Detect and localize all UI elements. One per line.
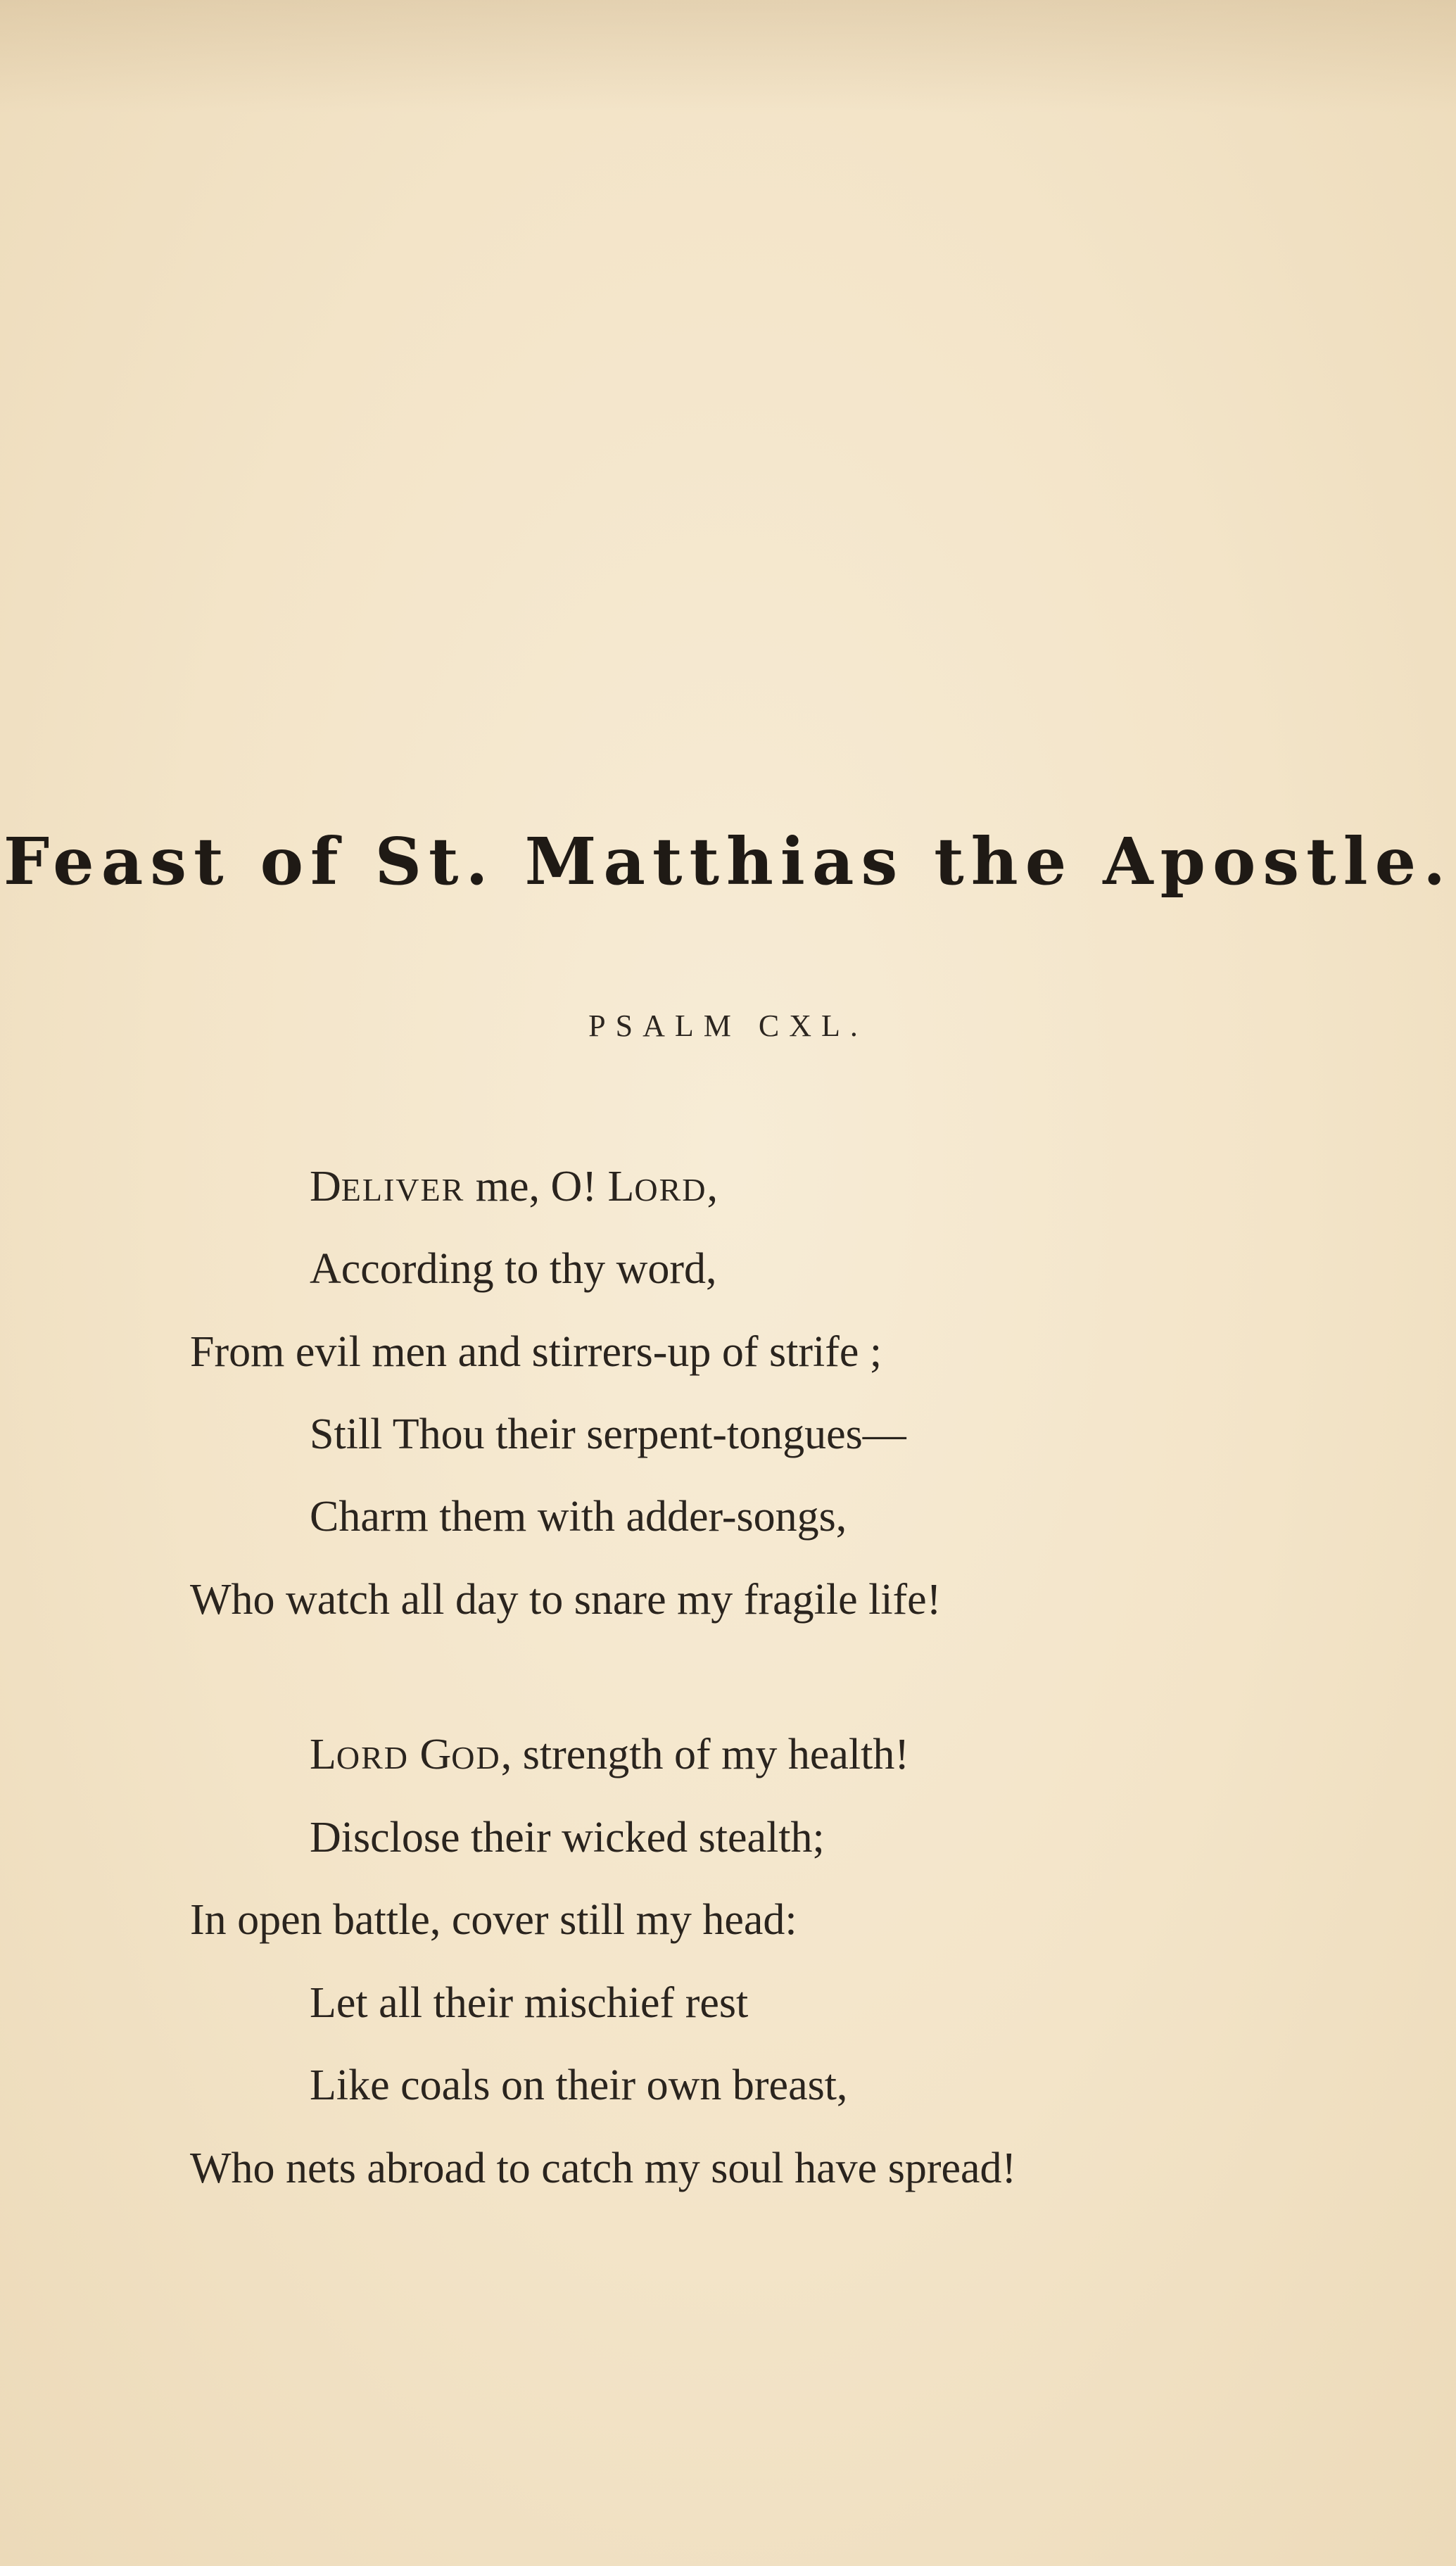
- poem-line: Who nets abroad to catch my soul have spread!: [190, 2144, 1017, 2192]
- poem-line: Still Thou their serpent-tongues—: [310, 1410, 906, 1458]
- poem-line: According to thy word,: [310, 1245, 717, 1293]
- page-title: Feast of St. Matthias the Apostle.: [3, 823, 1453, 899]
- page-edge-shadow: [0, 0, 1456, 113]
- poem-line: Who watch all day to snare my fragile life!: [190, 1576, 942, 1624]
- poem-line: From evil men and stirrers-up of strife ;: [190, 1328, 882, 1376]
- poem-line: In open battle, cover still my head:: [190, 1896, 797, 1944]
- psalm-heading: PSALM CXL.: [588, 1009, 868, 1043]
- poem-line: Charm them with adder-songs,: [310, 1493, 847, 1541]
- poem-line: DELIVER me, O! LORD,: [310, 1163, 718, 1211]
- poem-line: Let all their mischief rest: [310, 1979, 749, 2027]
- poem-line: Like coals on their own breast,: [310, 2061, 848, 2109]
- poem-line: Disclose their wicked stealth;: [310, 1814, 825, 1862]
- poem-line: LORD GOD, strength of my health!: [310, 1731, 909, 1778]
